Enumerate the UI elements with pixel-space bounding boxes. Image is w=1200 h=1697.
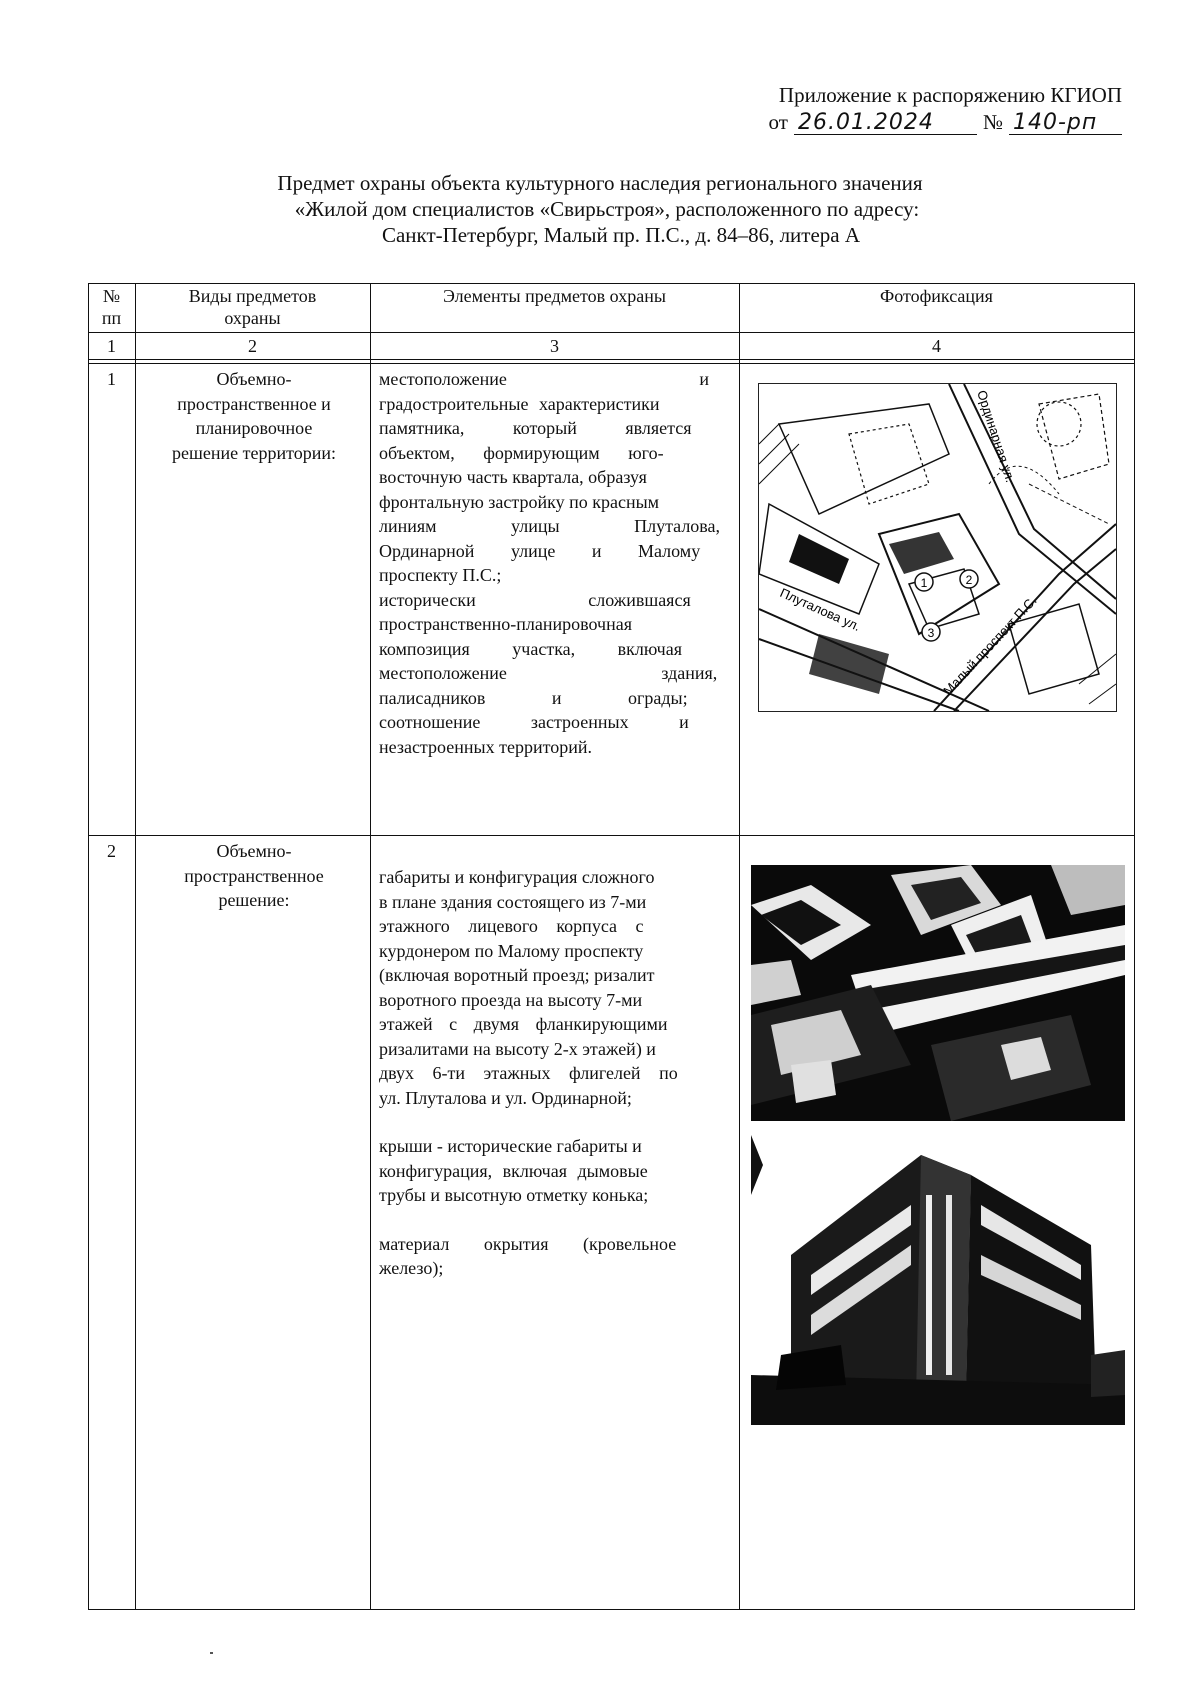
row1-kind [138, 367, 370, 465]
aerial-photo-svg [751, 865, 1125, 1121]
header-elements: Элементы предметов охраны [443, 286, 666, 306]
row1-element-line: палисадников и ограды; [379, 687, 688, 708]
row1-element-line: композиция участка, включая [379, 638, 682, 659]
map-label-ordinarnaya: Ординарная ул. [974, 388, 1019, 485]
row2-element-line: ул. Плуталова и ул. Ординарной; [379, 1087, 632, 1108]
header-kind-line1: Виды предметов [188, 286, 317, 306]
row2-kind-line: решение: [218, 890, 290, 910]
header-num [88, 285, 135, 329]
header-num-line1: № [102, 286, 121, 306]
annex-date-number-line [769, 109, 1122, 136]
row2-element-line: конфигурация, включая дымовые [379, 1160, 648, 1181]
row2-num: 2 [107, 841, 116, 861]
row1-element-line: исторически сложившаяся [379, 589, 691, 610]
document-title [0, 170, 1200, 248]
row2-element-line: железо); [379, 1258, 444, 1278]
map-marker-2: 2 [965, 573, 973, 587]
row2-element-line: двух 6-ти этажных флигелей по [379, 1063, 678, 1083]
row2-kind-line: пространственное [184, 865, 324, 886]
row2-element-line: трубы и высотную отметку конька; [379, 1185, 649, 1205]
row2-element-line: ризалитами на высоту 2-х этажей) и [379, 1038, 656, 1059]
row1-element-line: восточную часть квартала, образуя [379, 467, 647, 487]
table-colnum-divider [88, 359, 1135, 360]
row1-element-line: местоположение здания, [379, 663, 718, 683]
table-col-divider-1 [135, 283, 136, 1610]
building-photo [751, 1135, 1125, 1425]
row1-element-line: соотношение застроенных и [379, 712, 689, 732]
row1-kind-line: решение территории: [172, 442, 336, 463]
header-kind-line2: охраны [224, 308, 281, 328]
row1-element-line: объектом, формирующим юго- [379, 442, 664, 463]
map-marker-1: 1 [920, 576, 928, 590]
table-col-divider-2 [370, 283, 371, 1610]
table-border-bottom [88, 1609, 1135, 1610]
header-kind [135, 285, 370, 329]
annex-title: Приложение к распоряжению КГИОП [778, 83, 1122, 107]
row2-element-line: этажей с двумя фланкирующими [379, 1014, 668, 1034]
protection-subject-table [88, 283, 1135, 1610]
colnum-2: 2 [248, 336, 257, 356]
row1-element-line: фронтальную застройку по красным [379, 491, 660, 512]
header-photo: Фотофиксация [880, 286, 993, 306]
table-col-divider-3 [739, 283, 740, 1610]
colnum-3: 3 [550, 336, 559, 356]
table-border-right [1134, 283, 1135, 1610]
row1-element-line: пространственно-планировочная [379, 614, 633, 634]
handwritten-date: 26.01.2024 [794, 112, 977, 135]
map-label-maly-prospekt: Малый проспект П.С. [940, 593, 1040, 699]
annex-header [769, 82, 1122, 136]
site-plan-map-svg [759, 384, 1116, 711]
aerial-photo [751, 865, 1125, 1121]
row2-kind-line: Объемно- [216, 841, 292, 861]
row1-num: 1 [107, 369, 116, 389]
row2-element-line: габариты и конфигурация сложного [379, 867, 655, 887]
row1-elements [379, 367, 729, 759]
colnum-1: 1 [107, 336, 116, 356]
row1-element-line: местоположение и [379, 369, 709, 389]
row1-element-line: градостроительные характеристики [379, 393, 660, 414]
row2-element-line: воротного проезда на высоту 7-ми [379, 989, 643, 1010]
row2-elements [379, 865, 729, 1281]
number-prefix: № [982, 110, 1003, 134]
row1-element-line: незастроенных территорий. [379, 736, 592, 757]
row2-kind [138, 839, 370, 913]
row2-element-line: (включая воротный проезд; ризалит [379, 965, 655, 985]
row1-element-line: памятника, который является [379, 418, 692, 438]
site-plan-map [758, 383, 1117, 712]
row1-kind-line: Объемно- [216, 369, 292, 389]
row2-element-line: курдонером по Малому проспекту [379, 940, 644, 961]
row2-element-line: материал окрытия (кровельное [379, 1233, 677, 1254]
date-prefix: от [768, 110, 788, 134]
row1-element-line: проспекту П.С.; [379, 565, 502, 585]
scan-speck [210, 1652, 213, 1654]
map-marker-3: 3 [927, 626, 935, 640]
row1-kind-line: планировочное [195, 418, 313, 438]
table-border-top [88, 283, 1135, 284]
row1-kind-line: пространственное и [177, 393, 331, 414]
map-label-plutalova: Плуталова ул. [777, 585, 863, 634]
colnum-4: 4 [932, 336, 941, 356]
header-num-line2: пп [101, 308, 122, 328]
table-row-divider [88, 835, 1135, 836]
title-line-1: Предмет охраны объекта культурного наследия регионального значения [277, 171, 923, 195]
handwritten-number: 140-рп [1009, 112, 1122, 135]
row2-element-line: этажного лицевого корпуса с [379, 916, 644, 936]
row1-element-line: Ординарной улице и Малому [379, 540, 701, 561]
title-line-3: Санкт-Петербург, Малый пр. П.С., д. 84–86, литера А [381, 223, 861, 247]
table-colnum-divider-2 [88, 363, 1135, 364]
row1-element-line: линиям улицы Плуталова, [379, 516, 721, 536]
row2-element-line: в плане здания состоящего из 7-ми [379, 891, 647, 912]
row2-element-line: крыши - исторические габариты и [379, 1136, 642, 1156]
building-photo-svg [751, 1135, 1125, 1425]
title-line-2: «Жилой дом специалистов «Свирьстроя», расположенного по адресу: [294, 197, 920, 221]
table-border-left [88, 283, 89, 1610]
table-header-divider [88, 332, 1135, 333]
